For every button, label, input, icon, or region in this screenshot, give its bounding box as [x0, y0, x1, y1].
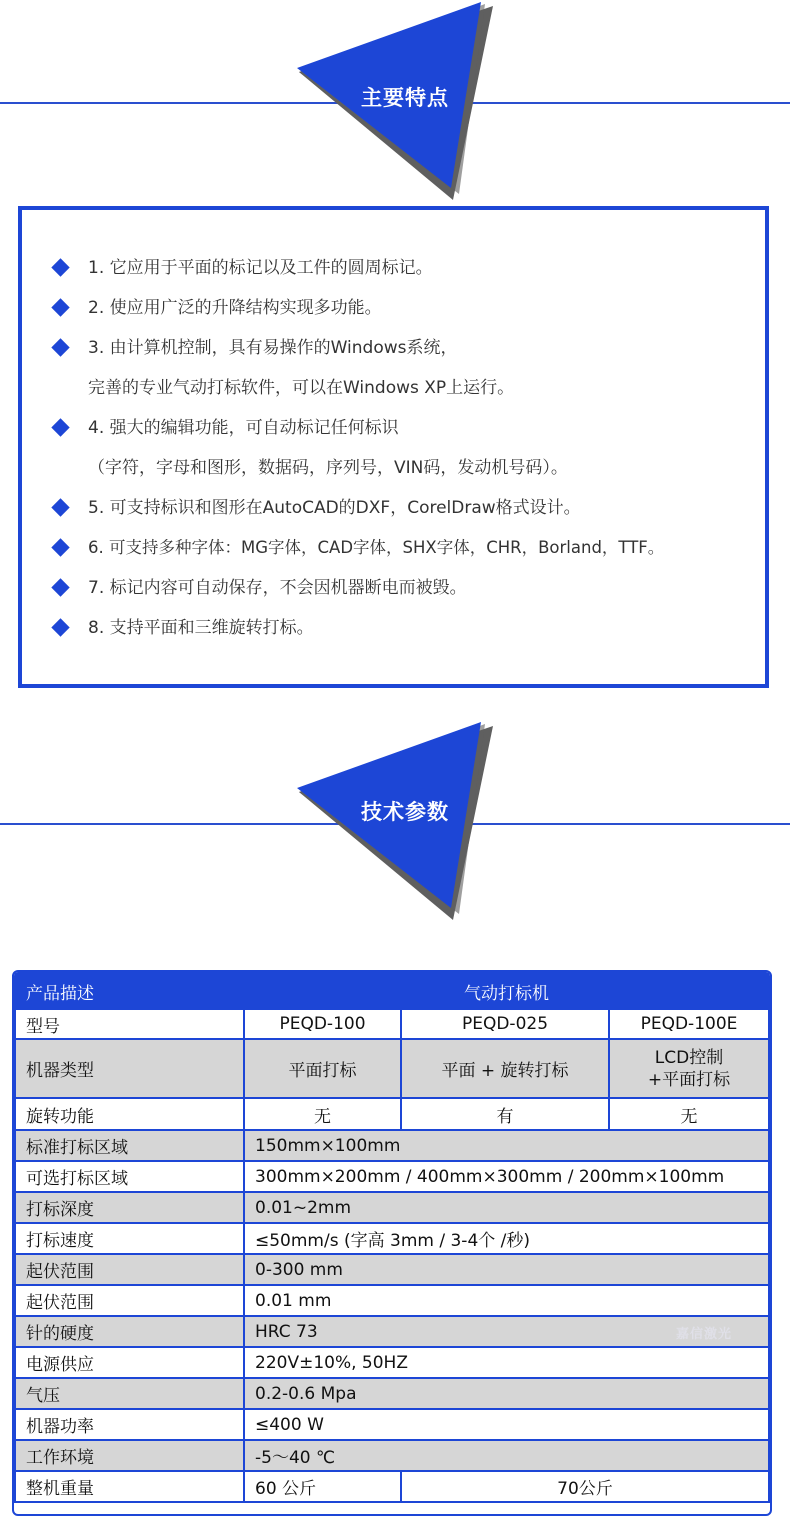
table-row	[15, 1130, 769, 1161]
diamond-bullet-icon	[51, 618, 69, 636]
table-row	[15, 1098, 769, 1130]
header-label: 产品描述	[15, 973, 244, 1009]
table-row	[15, 1039, 769, 1098]
feature-item	[50, 488, 760, 528]
diamond-bullet-icon	[51, 298, 69, 316]
feature-item	[50, 608, 760, 648]
row-label: 标准打标区域	[15, 1130, 244, 1161]
feature-item	[50, 408, 760, 488]
model-cell: PEQD-025	[401, 1009, 609, 1039]
diamond-bullet-icon	[51, 418, 69, 436]
feature-item	[50, 568, 760, 608]
table-row	[15, 1254, 769, 1285]
feature-item	[50, 328, 760, 408]
row-label: 打标深度	[15, 1192, 244, 1223]
row-value: ≤50mm/s (字高 3mm / 3-4个 /秒)	[244, 1223, 769, 1254]
feature-item	[50, 248, 760, 288]
rotation-cell: 有	[401, 1098, 609, 1130]
features-box	[18, 206, 769, 688]
row-label: 可选打标区域	[15, 1161, 244, 1192]
row-label: 型号	[15, 1009, 244, 1039]
row-value: 220V±10%, 50HZ	[244, 1347, 769, 1378]
feature-text: 6. 可支持多种字体：MG字体，CAD字体，SHX字体，CHR，Borland，TTF。	[88, 538, 665, 557]
diamond-bullet-icon	[51, 498, 69, 516]
type-cell: 平面打标	[244, 1039, 401, 1098]
weight-cell: 70公斤	[401, 1471, 769, 1502]
table-row	[15, 1471, 769, 1502]
diamond-bullet-icon	[51, 258, 69, 276]
model-cell: PEQD-100E	[609, 1009, 769, 1039]
watermark-text: 嘉信激光	[675, 1327, 732, 1342]
table-header-row	[15, 973, 769, 1009]
row-label: 气压	[15, 1378, 244, 1409]
row-label: 工作环境	[15, 1440, 244, 1471]
table-row	[15, 1223, 769, 1254]
section1-title: 主要特点	[361, 86, 449, 110]
table-row	[15, 1161, 769, 1192]
row-value: 150mm×100mm	[244, 1130, 769, 1161]
rotation-cell: 无	[244, 1098, 401, 1130]
spec-table	[14, 972, 770, 1503]
row-value: 0.01 mm	[244, 1285, 769, 1316]
table-row	[15, 1347, 769, 1378]
header-value: 气动打标机	[244, 973, 769, 1009]
table-row	[15, 1409, 769, 1440]
spec-table-container	[12, 970, 772, 1516]
row-label: 旋转功能	[15, 1098, 244, 1130]
table-row	[15, 1316, 769, 1347]
row-value-text: HRC 73	[255, 1321, 318, 1342]
diamond-bullet-icon	[51, 578, 69, 596]
row-label: 起伏范围	[15, 1254, 244, 1285]
row-value: -5～40 ℃	[244, 1440, 769, 1471]
row-label: 机器类型	[15, 1039, 244, 1098]
diamond-bullet-icon	[51, 338, 69, 356]
type-cell-line2: +平面打标	[647, 1069, 731, 1090]
row-value: 0.01~2mm	[244, 1192, 769, 1223]
feature-item	[50, 288, 760, 328]
row-value	[244, 1316, 769, 1347]
feature-item	[50, 528, 760, 568]
feature-text: 8. 支持平面和三维旋转打标。	[88, 618, 314, 638]
model-cell: PEQD-100	[244, 1009, 401, 1039]
rotation-cell: 无	[609, 1098, 769, 1130]
type-cell	[609, 1039, 769, 1098]
type-cell-line1: LCD控制	[654, 1047, 724, 1068]
feature-text: 3. 由计算机控制，具有易操作的Windows系统，	[88, 338, 458, 358]
row-label: 整机重量	[15, 1471, 244, 1502]
feature-text: 2. 使应用广泛的升降结构实现多功能。	[88, 298, 382, 318]
diamond-bullet-icon	[51, 538, 69, 556]
row-label: 打标速度	[15, 1223, 244, 1254]
row-value: 0-300 mm	[244, 1254, 769, 1285]
feature-text-continued: （字符，字母和图形，数据码，序列号，VIN码，发动机号码）。	[88, 458, 568, 478]
feature-text: 1. 它应用于平面的标记以及工件的圆周标记。	[88, 258, 433, 278]
row-label: 针的硬度	[15, 1316, 244, 1347]
row-label: 电源供应	[15, 1347, 244, 1378]
row-label: 起伏范围	[15, 1285, 244, 1316]
feature-text-continued: 完善的专业气动打标软件，可以在Windows XP上运行。	[88, 378, 515, 398]
feature-text: 7. 标记内容可自动保存，不会因机器断电而被毁。	[88, 578, 467, 598]
table-row	[15, 1440, 769, 1471]
section1-badge	[295, 2, 500, 207]
section2-badge	[295, 722, 500, 927]
features-list	[50, 248, 760, 648]
section2-title: 技术参数	[361, 800, 449, 824]
feature-text: 5. 可支持标识和图形在AutoCAD的DXF，CorelDraw格式设计。	[88, 498, 581, 518]
row-value: 0.2-0.6 Mpa	[244, 1378, 769, 1409]
table-row	[15, 1378, 769, 1409]
table-row	[15, 1009, 769, 1039]
row-value: ≤400 W	[244, 1409, 769, 1440]
weight-cell: 60 公斤	[244, 1471, 401, 1502]
row-label: 机器功率	[15, 1409, 244, 1440]
type-cell: 平面 + 旋转打标	[401, 1039, 609, 1098]
feature-text: 4. 强大的编辑功能，可自动标记任何标识	[88, 418, 399, 438]
row-value: 300mm×200mm / 400mm×300mm / 200mm×100mm	[244, 1161, 769, 1192]
table-row	[15, 1192, 769, 1223]
table-row	[15, 1285, 769, 1316]
